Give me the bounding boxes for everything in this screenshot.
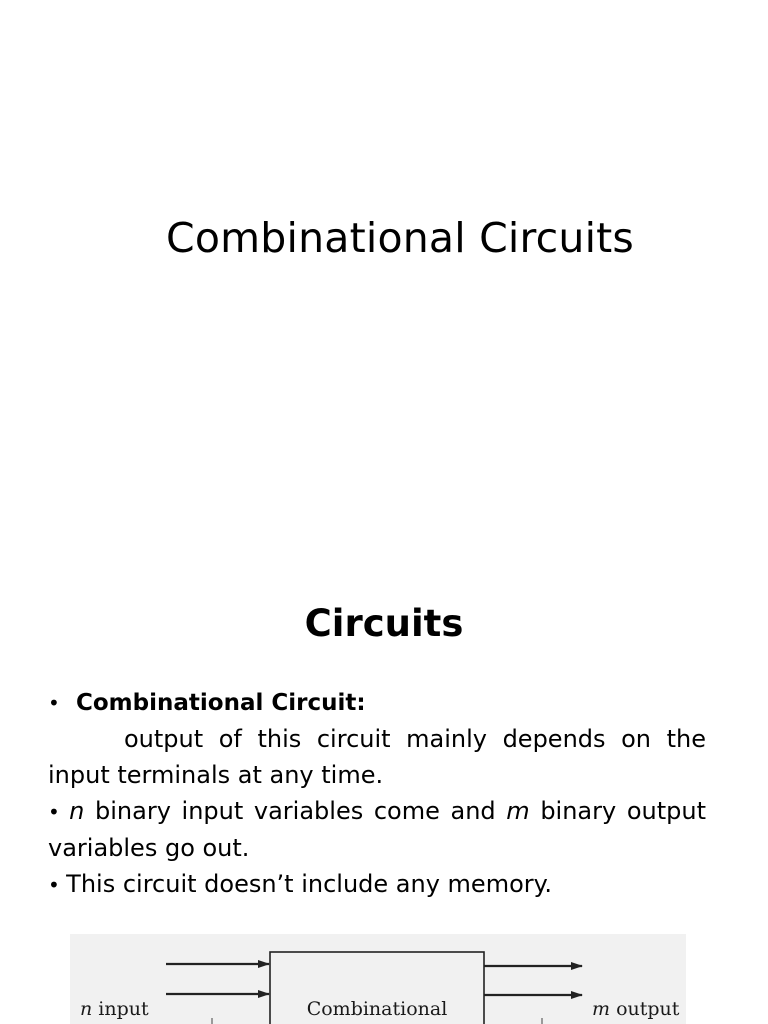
input-label <box>80 998 149 1020</box>
bullet-description-text: output of this circuit mainly depends on the input terminals at any time. <box>48 725 706 789</box>
bullet-list <box>48 684 706 903</box>
bullet-icon: • <box>48 691 60 715</box>
output-var: m <box>592 998 611 1020</box>
bullet-item-memory <box>48 866 706 903</box>
var-n: n <box>69 797 85 825</box>
input-var: n <box>80 998 93 1020</box>
diagram-svg <box>70 934 686 1024</box>
bullet-label: Combinational Circuit <box>76 690 357 716</box>
bullet-icon: • <box>48 873 67 897</box>
circuit-block-diagram <box>70 934 686 1024</box>
input-text: input <box>98 998 149 1020</box>
bullet-text-a: binary input variables come and <box>84 797 507 825</box>
bullet-item-combinational <box>48 684 706 721</box>
var-m: m <box>506 797 530 825</box>
block-label: Combinational <box>306 998 448 1020</box>
bullet-item-variables <box>48 793 706 866</box>
bullet-label-colon: : <box>356 690 366 716</box>
slide-title: Combinational Circuits <box>166 214 634 262</box>
output-label <box>592 998 680 1020</box>
content-slide <box>0 560 768 1024</box>
bullet-icon: • <box>48 800 70 824</box>
output-text: output <box>616 998 680 1020</box>
bullet-text-b: binary output variables go out. <box>48 797 706 862</box>
bullet-description <box>48 721 706 793</box>
slide-heading: Circuits <box>304 602 464 645</box>
bullet-text: This circuit doesn’t include any memory. <box>66 870 553 898</box>
